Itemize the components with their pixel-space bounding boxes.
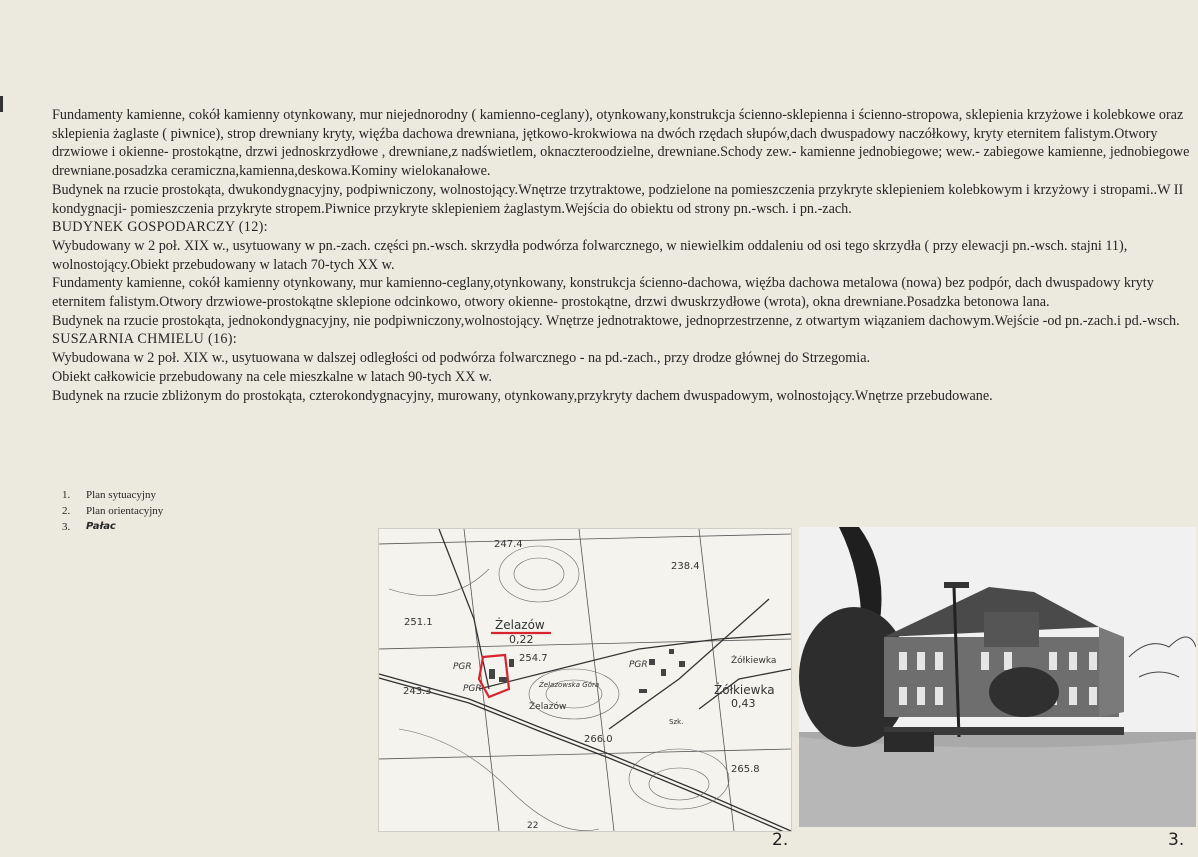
height-label: 238.4 [671, 561, 700, 572]
paragraph-hop-plan: Budynek na rzucie zbliżonym do prostokąta, czterokondygnacyjny, murowany, otynkowany,przykryty dachem dwuspadowym, wolnostojący.Wnętrze przebudowane. [52, 387, 993, 404]
list-item [62, 519, 163, 535]
palace-photo-drawing [799, 527, 1196, 827]
paragraph-farm-structure: Fundamenty kamienne, cokół kamienny otynkowany, mur kamienno-ceglany,otynkowany, konstrukcja ścienno-dachowa, więźba dachowa metalowa (nowa) bez podpór, dach dwuspadowy kryty eternitem falistym.Otwory drzwiowe-prostokątne sklepione odcinkowo, otwory okienne- prostokątne, drzwi dwuskrzydłowe (wrota), okna drewniane.Posadzka betonowa lana. [52, 275, 1154, 311]
heading-farm-building: BUDYNEK GOSPODARCZY (12): [52, 219, 268, 236]
paragraph-hop-rebuild: Obiekt całkowicie przebudowany na cele mieszkalne w latach 90-tych XX w. [52, 368, 492, 385]
paragraph-farm-plan: Budynek na rzucie prostokąta, jednokondygnacyjny, nie podpiwniczony,wolnostojący. Wnętrze jednotraktowe, jednoprzestrzenne, z otwartym wiązaniem dachowym.Wejście -od pn.-zach.i pd.-wsch. [52, 312, 1180, 329]
list-label: Plan orientacyjny [86, 505, 164, 517]
pgr-label: PGR [453, 662, 472, 672]
map-plate-number: 2. [772, 830, 789, 850]
list-item [62, 487, 163, 503]
height-label: 254.7 [519, 653, 548, 664]
place-label-small: Żelazów [529, 702, 567, 712]
map-roads [379, 529, 791, 831]
binding-mark [0, 96, 3, 112]
map-drawing [379, 529, 791, 831]
palace-photo [799, 527, 1196, 827]
photo-plate-number: 3. [1168, 830, 1185, 850]
height-label: 265.8 [731, 764, 760, 775]
place-label-zelazow: Żelazów [495, 618, 545, 632]
list-label: Plan sytuacyjny [86, 489, 156, 501]
list-number: 1. [62, 489, 71, 501]
pgr-label: PGR [629, 660, 648, 670]
list-number: 3. [62, 521, 71, 533]
height-label: 266.0 [584, 734, 613, 745]
map-labels [403, 539, 776, 831]
paragraph-hop-history: Wybudowana w 2 poł. XIX w., usytuowana w dalszej odległości od podwórza folwarcznego - na pd.-zach., przy drodze głównej do Strzegomia. [52, 350, 871, 367]
orientation-map [378, 528, 792, 832]
paragraph-farm-history: Wybudowany w 2 poł. XIX w., usytuowany w pn.-zach. części pn.-wsch. skrzydła podwórza folwarcznego, w niewielkim oddaleniu od osi tego skrzydła ( przy elewacji pn.-wsch. stajni 11), wolnostojący.Obiekt przebudowany w latach 70-tych XX w. [52, 237, 1128, 273]
pgr-label: PGR [463, 684, 482, 694]
description-text [52, 106, 1192, 405]
map-grid-lines [379, 529, 791, 831]
height-label: 251.1 [404, 617, 433, 628]
list-label-handwritten: Pałac [86, 521, 116, 532]
paragraph-foundations: Fundamenty kamienne, cokół kamienny otynkowany, mur niejednorodny ( kamienno-ceglany), otynkowany,konstrukcja ścienno-sklepienna i ścienno-stropowa, sklepienia krzyżowe i kolebkowe oraz sklepienia żaglaste ( piwnice), strop drewniany kryty, więźba dachowa drewniana, jętkowo-krokwiowa na dwóch rzędach słupów,dach dwuspadowy naczółkowy, kryty eternitem falistym.Otwory drzwiowe i okienne- prostokątne, drzwi jednoskrzydłowe , drewniane,z nadświetlem, oknaczteroodzielne, drewniane.Schody zew.- kamienne jednobiegowe; wew.- zabiegowe kamienne, jednobiegowe drewniane.posadzka ceramiczna,kamienna,deskowa.Kominy wielokanałowe. [52, 107, 1190, 180]
heading-hop-drying: SUSZARNIA CHMIELU (16): [52, 331, 238, 348]
list-number: 2. [62, 505, 71, 517]
height-label: 243.3 [403, 686, 432, 697]
grid-number: 22 [527, 821, 539, 831]
place-label-small: Żółkiewka [731, 656, 777, 666]
place-number: 0,22 [509, 633, 534, 646]
height-label: 247.4 [494, 539, 523, 550]
attachments-list [62, 487, 163, 535]
place-number: 0,43 [731, 697, 756, 710]
place-label-zolkiewka: Żółkiewka [714, 683, 775, 697]
hill-label: Żelazowska Góra [539, 681, 600, 689]
school-label: Szk. [669, 718, 684, 726]
list-item [62, 503, 163, 519]
paragraph-plan: Budynek na rzucie prostokąta, dwukondygnacyjny, podpiwniczony, wolnostojący.Wnętrze trzytraktowe, podzielone na pomieszczenia przykryte sklepieniem kolebkowym i krzyżowy i stropami..W II kondygnacji- pomieszczenia przykryte stropem.Piwnice przykryte sklepieniem żaglastym.Wejścia do obiektu od strony pn.-wsch. i pn.-zach. [52, 181, 1184, 217]
